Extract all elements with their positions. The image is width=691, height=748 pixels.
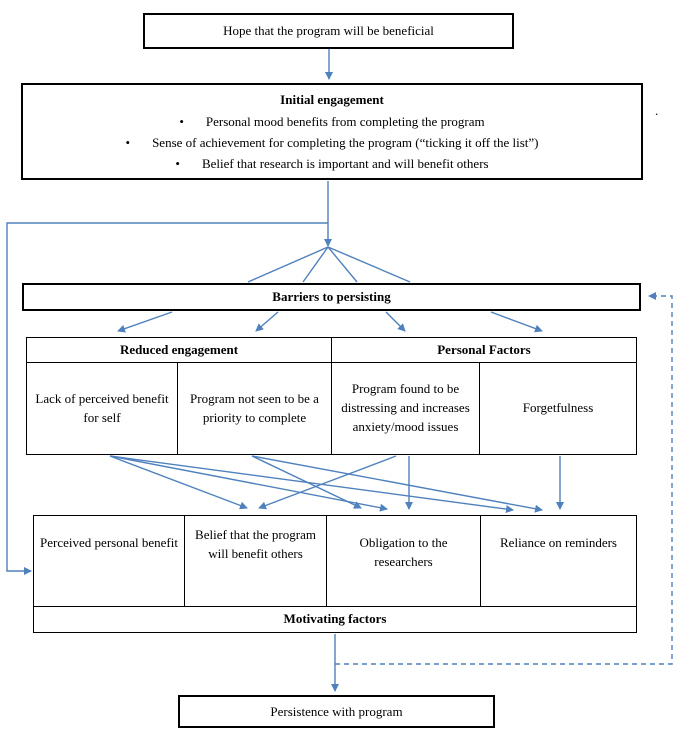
node-initial-engagement bbox=[21, 83, 643, 180]
barriers-cells-row bbox=[27, 363, 636, 454]
initial-engagement-bullet-list bbox=[126, 111, 539, 174]
arrow-lack-to-obligation bbox=[110, 456, 387, 509]
header-personal-factors: Personal Factors bbox=[437, 341, 531, 357]
header-reduced-engagement: Reduced engagement bbox=[27, 338, 332, 362]
node-barriers-to-persisting bbox=[22, 283, 641, 311]
fan-line-barriers-1 bbox=[248, 247, 328, 282]
stray-period-mark: . bbox=[655, 103, 659, 118]
cell-perceived-personal-benefit: Perceived personal benefit bbox=[34, 516, 185, 606]
barriers-label: Barriers to persisting bbox=[272, 289, 391, 305]
barriers-table bbox=[26, 337, 637, 455]
arrow-distress-to-belief bbox=[259, 456, 396, 508]
arrow-lack-to-reliance bbox=[110, 456, 513, 510]
motivators-footer-row bbox=[34, 606, 636, 632]
bullet-item: • Personal mood benefits from completing the program bbox=[126, 111, 539, 132]
persistence-label: Persistence with program bbox=[270, 703, 403, 719]
arrow-priority-to-obligation bbox=[252, 456, 361, 508]
fan-line-barriers-4 bbox=[328, 247, 410, 282]
arrow-barriers-to-reduced-1 bbox=[118, 312, 172, 331]
node-hope bbox=[143, 13, 514, 49]
arrow-lack-to-belief bbox=[110, 456, 247, 508]
cell-forgetfulness: Forgetfulness bbox=[522, 400, 594, 416]
bullet-item: • Sense of achievement for completing the program (“ticking it off the list”) bbox=[126, 132, 539, 153]
cell-obligation-to-researchers: Obligation to the researchers bbox=[327, 516, 481, 606]
arrow-barriers-to-personal-2 bbox=[491, 312, 542, 331]
initial-engagement-title: Initial engagement bbox=[280, 92, 384, 107]
arrow-barriers-to-reduced-2 bbox=[256, 312, 278, 331]
cell-program-not-priority: Program not seen to be a priority to complete bbox=[178, 363, 332, 454]
fan-line-barriers-2 bbox=[303, 247, 328, 282]
bullet-item: • Belief that research is important and will benefit others bbox=[126, 153, 539, 174]
node-persistence bbox=[178, 695, 495, 728]
motivators-cells-row bbox=[34, 516, 636, 606]
fan-line-barriers-3 bbox=[328, 247, 357, 282]
header-motivating-factors: Motivating factors bbox=[283, 611, 387, 627]
arrow-priority-to-reliance bbox=[252, 456, 542, 510]
arrow-barriers-to-personal-1 bbox=[386, 312, 405, 331]
barriers-header-row bbox=[27, 338, 636, 363]
cell-reliance-on-reminders: Reliance on reminders bbox=[500, 535, 617, 550]
cell-lack-of-perceived-benefit: Lack of perceived benefit for self bbox=[27, 363, 178, 454]
cell-belief-program-benefit-others: Belief that the program will benefit others bbox=[185, 516, 327, 606]
cell-program-distressing: Program found to be distressing and increases anxiety/mood issues bbox=[332, 363, 480, 454]
node-hope-label: Hope that the program will be beneficial bbox=[223, 23, 434, 39]
motivators-table bbox=[33, 515, 637, 633]
